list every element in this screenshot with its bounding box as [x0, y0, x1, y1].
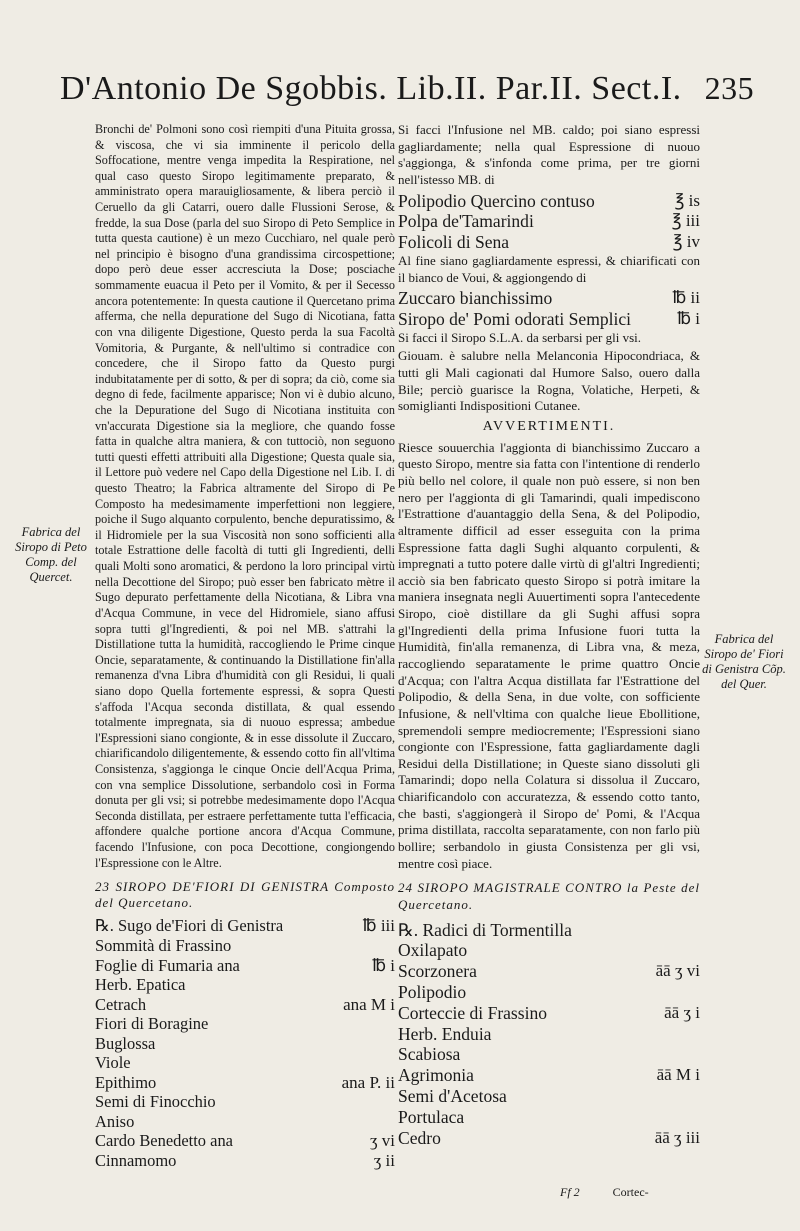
ingredient-row [398, 1024, 700, 1045]
ingredient-row [398, 1065, 700, 1086]
ingredient-list-2 [398, 288, 700, 330]
right-para-3: Si facci il Siropo S.L.A. da serbarsi per gli vsi. [398, 329, 641, 345]
right-para-2: Al fine siano gagliardamente espressi, & chiarificati con il bianco de Voui, & aggiongendo di [398, 252, 700, 285]
ingredient-row [398, 1086, 700, 1107]
ingredient-row [398, 920, 700, 941]
ingredient-row [95, 1073, 395, 1093]
ingredient-name: Zuccaro bianchissimo [398, 288, 553, 309]
ingredient-row [398, 982, 700, 1003]
ingredient-row [95, 995, 395, 1015]
ingredient-row [95, 1131, 395, 1151]
ingredient-row [398, 211, 700, 232]
ingredient-name: Polipodio Quercino contuso [398, 190, 595, 211]
ingredient-name: Herb. Enduia [398, 1023, 492, 1044]
ingredient-dose: ℥ is [674, 190, 700, 210]
ingredient-row [398, 309, 700, 330]
ingredient-row [398, 191, 700, 212]
ingredient-row [95, 1092, 395, 1112]
ingredient-dose: ana M i [343, 994, 395, 1014]
ingredient-dose: ana P. ii [341, 1072, 395, 1092]
ingredient-name: Oxilapato [398, 940, 468, 961]
left-margin-note: Fabrica del Siropo di Peto Comp. del Quercet. [15, 525, 87, 584]
ingredient-row [398, 1044, 700, 1065]
ingredient-name: Polpa de'Tamarindi [398, 211, 534, 232]
recipe-23-title: 23 SIROPO DE'FIORI DI GENISTRA Composto del Quercetano. [95, 879, 395, 910]
ingredient-row [398, 232, 700, 253]
right-column [398, 122, 700, 1148]
ingredient-dose: ℔ i [372, 955, 395, 975]
ingredient-name: Foglie di Fumaria ana [95, 955, 240, 975]
ingredient-name: Herb. Epatica [95, 975, 186, 995]
ingredient-list-1 [398, 191, 700, 253]
header-title: D'Antonio De Sgobbis. Lib.II. Par.II. Sect.I. [60, 70, 682, 107]
ingredient-name: Semi d'Acetosa [398, 1085, 507, 1106]
ingredient-dose: āā ʒ i [664, 1002, 700, 1022]
ingredient-row [95, 956, 395, 976]
ingredient-row [95, 1053, 395, 1073]
ingredient-dose: ℥ iv [672, 232, 700, 252]
left-column [95, 122, 395, 1170]
ingredient-name: Folicoli di Sena [398, 232, 510, 253]
ingredient-row [95, 1112, 395, 1132]
ingredient-dose: ʒ ii [373, 1150, 395, 1170]
page-footer [560, 1185, 649, 1200]
right-intro: Si facci l'Infusione nel MB. caldo; poi siano espressi gagliardamente; nella qual Espressione di nuouo s'aggionga, & s'infonda come prima, per tre giorni nell'istesso MB. di [398, 122, 700, 187]
running-header [60, 70, 760, 108]
ingredient-row [398, 1128, 700, 1149]
recipe-23-list [95, 916, 395, 1170]
recipe-24-title: 24 SIROPO MAGISTRALE CONTRO la Peste del Quercetano. [398, 880, 700, 912]
ingredient-name: Sommità di Frassino [95, 935, 232, 955]
right-margin-note: Fabrica del Siropo de' Fiori di Genistra Cõp. del Quer. [702, 632, 786, 691]
ingredient-row [398, 288, 700, 309]
ingredient-name: Epithimo [95, 1072, 157, 1092]
ingredient-name: Semi di Finocchio [95, 1092, 216, 1112]
ingredient-row [398, 940, 700, 961]
ingredient-row [398, 961, 700, 982]
left-paragraph: Bronchi de' Polmoni sono così riempiti d'una Pituita grossa, & viscosa, che vi sia imminente il pericolo della Soffocatione, mentre venga impedita la Respiratione, nel qual caso questo Siropo legitimamente preparato, & amministrato opera marauigliosamente, & libera perciò il Ceruello da gli Catarri, ouero dalle Flussioni Serose, & fredde, la sua Dose (parla del suo Siropo di Peto Semplice in tutta questa cautione) è un mezo Cucchiaro, nel quale però nel principio è bisogno d'una grandissima circospettione; dopo però deue esser accresciuta la Dose; posciache sommamente euacua il Peto per il Vomito, & per il Secesso ancora potentemente: In questa cautione il Quercetano prima afferma, che nella depuratione del Sugo di Nicotiana, fatta con vna diligente Digestione, Questo perda la sua Facoltà Vomitoria, & Purgante, & nell'ultimo si contradice con concedere, che il Siropo fatto da Questo purgi indubitatamente per di sotto, & per di sopra; da ciò, come sia degno di fede, facilmente apparisce; Non vi è dubio alcuno, che la Depuratione del Sugo di Nicotiana instituita con vn'accurata Digestione sia la megliore, che quando fosse fatta in qualche altra maniera, & con tuttociò, non seguono tutti questi effetti attribuiti alla Digestione; Questa quale sia, il Lettore può vedere nel Capo della Digestione nel Lib. I. di questo Theatro; la Fabrica altramente del Siropo di Pe Composto ha medesimamente imperfettioni non leggiere, poiche il Sugo alquanto corpulento, benche depuratissimo, & il Hidromiele per la sua Viscosità non sono sofficienti alla totale Estrattione delle facoltà di tutti gli Ingredienti, delli quali Molti sono aromatici, & perdono la loro principal virtù nella Decottione del Siropo; può esser ben fabricato mètre il Sugo depurato perfettamente della Nicotiana, & Libra vna d'Acqua Commune, in vece del Hidromiele, siano affusi sopra tutti gl'Ingredienti, & poi nel MB. s'attrahi la Distillatione tutta la humidità, raccogliendo le Prime cinque Oncie, separatamente, & continuando la Distillatione fin'alla remanenza d'vna Libra d'humidità con gli Residui, li quali siano dopo Quella fortemente espressi, & sopra Questi s'affoda l'Acqua seconda distillata, & qual essendo totalmente impregnata, sia di nuouo espressa; ambedue l'Espressioni siano congionte, & in esse dissolute il Zuccaro, chiarificandolo diligentemente, & essendo cotto fin all'vltima Consistenza, s'aggionga le cinque Oncie dell'Acqua Prima, con vna semplice Dissolutione, serbandolo così in Forma donuta per gli vsi; si potrebbe medesimamente dopo l'Acqua Seconda distillata, per estraere perfettamente tutta l'efficacia, affondere qualche portione ancora d'Acqua Commune, facendo l'Infusione, con poca Decottione, congiongendo l'Espressione con le Altre. [95, 122, 395, 870]
ingredient-dose: ℔ ii [672, 288, 700, 308]
ingredient-name: Cardo Benedetto ana [95, 1131, 233, 1151]
ingredient-row [95, 1014, 395, 1034]
ingredient-name: Agrimonia [398, 1065, 474, 1086]
ingredient-row [398, 1003, 700, 1024]
ingredient-dose: ℥ iii [671, 211, 700, 231]
ingredient-name: Scorzonera [398, 961, 477, 982]
right-para-5: Riesce souuerchia l'aggionta di bianchissimo Zuccaro a questo Siropo, mentre sia fatta con l'intentione di renderlo più bello nel colore, il quale non può essere, si non ben nero per l'aggionta di gli Tamarindi, quali impediscono l'Estrattione d'auantaggio della Sena, & del Polipodio, altramente difficil ad esser esseguita con la prima Espressione fatta dagli Sughi alquanto corpulenti, & impregnati a tutto potere dalle virtù di gl'altri Ingredienti; acciò sia ben fabricato questo Siropo si potrà imitare la maniera insegnata negli Auuertimenti sopra l'antecedente Siropo, cioè distillare da gli Sughi affusi sopra gl'Ingredienti della prima Infusione fuori tutta la Humidità, fin'alla remanenza, di Libra vna, & meza, raccogliendo separatamente le prime quattro Oncie d'Acqua; con l'altra Acqua distillata far l'Estrattione del Polipodio, & della Sena, in due volte, con sofficiente Infusione, & nell'vltima con qualche lieue Ebollitione, spremendoli sempre mediocremente; l'Espressioni siano congionte con l'Espressione, fatta gagliardamente dagli Residui della Distillatione; in Queste siano dissoluti gli Tamarindi; dopo nella Colatura si dissolua il Zuccaro, chiarificandolo con accuratezza, & essendo cotto tanto, che basti, s'aggiongerà il Siropo de' Pomi, & l'Acqua prima distillata, raccolta separatamente, con non farlo più bollire; serbandolo in giusta Consistenza per gli vsi, mentre così piace. [398, 439, 700, 871]
ingredient-name: Scabiosa [398, 1044, 461, 1065]
ingredient-dose: ℔ i [677, 309, 700, 329]
ingredient-name: Corteccie di Frassino [398, 1002, 547, 1023]
page-number: 235 [704, 70, 755, 106]
ingredient-row [95, 916, 395, 936]
ingredient-dose: ℔ iii [362, 916, 395, 936]
ingredient-name: Cinnamomo [95, 1150, 177, 1170]
ingredient-dose: āā ʒ vi [655, 961, 700, 981]
ingredient-dose: ʒ vi [369, 1131, 395, 1151]
avvertimenti-heading: AVVERTIMENTI. [482, 419, 616, 435]
ingredient-name: ℞. Sugo de'Fiori di Genistra [95, 916, 284, 936]
recipe-24-list [398, 920, 700, 1149]
ingredient-name: Cedro [398, 1127, 441, 1148]
ingredient-name: Viole [95, 1053, 131, 1073]
ingredient-dose: āā M i [656, 1065, 700, 1085]
ingredient-name: Buglossa [95, 1033, 156, 1053]
ingredient-name: Siropo de' Pomi odorati Semplici [398, 309, 631, 330]
right-para-4: Giouam. è salubre nella Melanconia Hipocondriaca, & tutti gli Mali cagionati dal Humore Salso, ouero dalla Bile; perciò guarisce la Rogna, Volatiche, Herpeti, & somiglianti Indispositioni Cutanee. [398, 348, 700, 414]
ingredient-name: Polipodio [398, 982, 467, 1002]
ingredient-row [398, 1107, 700, 1128]
ingredient-row [95, 1151, 395, 1171]
ingredient-row [95, 1034, 395, 1054]
ingredient-row [95, 975, 395, 995]
ingredient-name: Cetrach [95, 994, 147, 1014]
signature-mark: Ff 2 [560, 1185, 580, 1199]
catchword: Cortec- [612, 1185, 649, 1199]
ingredient-name: Aniso [95, 1111, 135, 1131]
ingredient-name: Portulaca [398, 1106, 465, 1127]
ingredient-dose: āā ʒ iii [654, 1127, 700, 1147]
ingredient-row [95, 936, 395, 956]
ingredient-name: Fiori di Boragine [95, 1014, 209, 1034]
ingredient-name: ℞. Radici di Tormentilla [398, 919, 572, 940]
